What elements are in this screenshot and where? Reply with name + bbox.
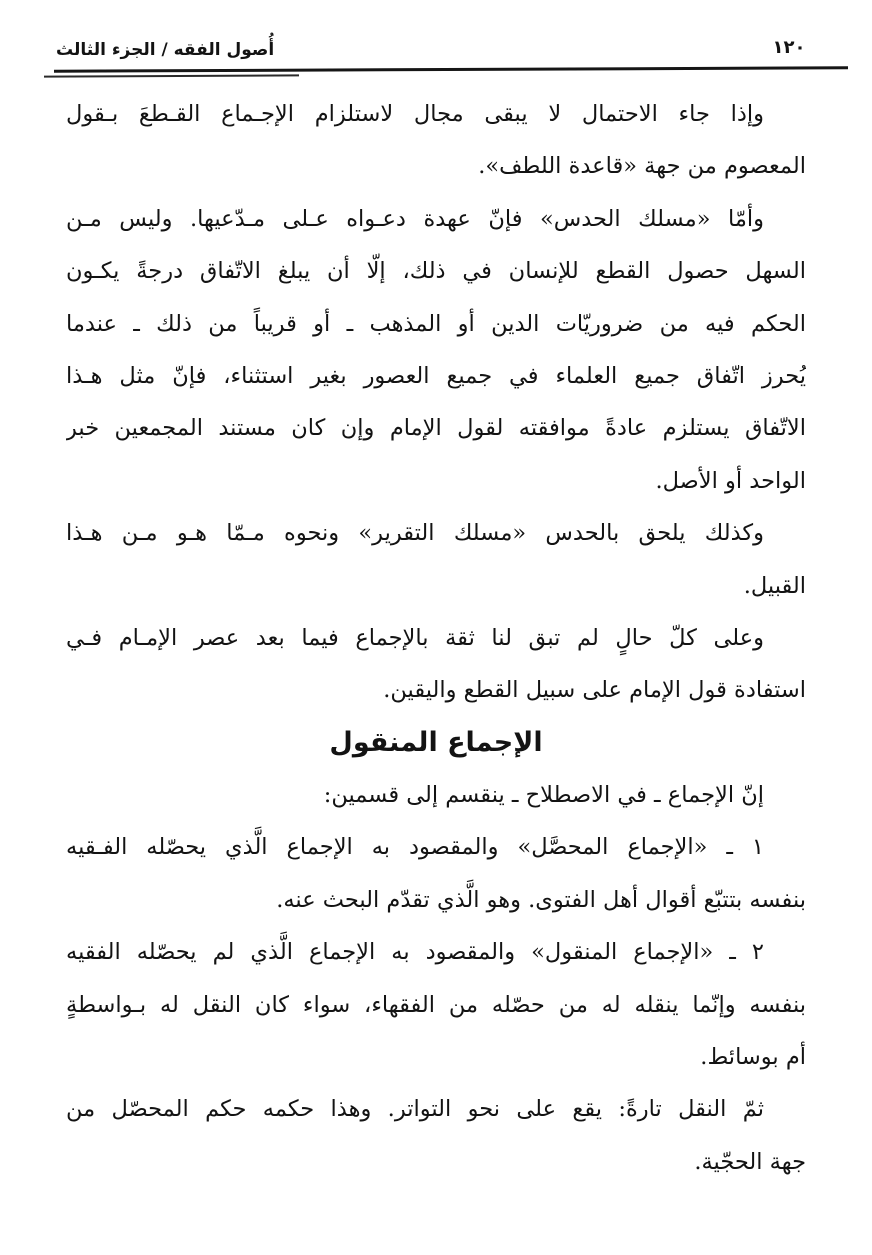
- text-line: السهل حصول القطع للإنسان في ذلك، إلّا أن يبلغ الاتّفاق درجةً يكـون: [66, 258, 806, 285]
- header-book-title: أُصول الفقه / الجزء الثالث: [56, 40, 275, 60]
- text-line: إنّ الإجماع ـ في الاصطلاح ـ ينقسم إلى قسمين:: [323, 782, 764, 809]
- text-line: وإذا جاء الاحتمال لا يبقى مجال لاستلزام الإجـماع القـطعَ بـقول: [66, 101, 764, 127]
- page-body: [66, 88, 806, 1188]
- text-line: بنفسه بتتبّع أقوال أهل الفتوى. وهو الَّذي تقدّم البحث عنه.: [276, 886, 806, 913]
- header-rule-secondary: [44, 74, 299, 77]
- text-line: ٢ ـ «الإجماع المنقول» والمقصود به الإجماع الَّذي لم يحصّله الفقيه: [66, 939, 764, 966]
- text-line: وكذلك يلحق بالحدس «مسلك التقرير» ونحوه مـمّا هـو مـن هـذا: [66, 520, 764, 547]
- text-line: يُحرز اتّفاق جميع العلماء في جميع العصور بغير استثناء، فإنّ مثل هـذا: [66, 362, 806, 389]
- text-line: وأمّا «مسلك الحدس» فإنّ عهدة دعـواه عـلى مـدّعيها. وليس مـن: [66, 205, 764, 232]
- text-line: المعصوم من جهة «قاعدة اللطف».: [478, 153, 806, 180]
- header-page-number: ١٢٠: [772, 37, 806, 58]
- text-line: الاتّفاق يستلزم عادةً موافقته لقول الإمام وإن كان مستند المجمعين خبر: [66, 415, 806, 442]
- text-line: القبيل.: [743, 572, 806, 599]
- text-line: استفادة قول الإمام على سبيل القطع واليقين.: [383, 677, 806, 704]
- text-line: الواحد أو الأصل.: [655, 467, 806, 494]
- text-line: الحكم فيه من ضروريّات الدين أو المذهب ـ أو قريباً من ذلك ـ عندما: [66, 310, 806, 337]
- text-line: ١ ـ «الإجماع المحصَّل» والمقصود به الإجماع الَّذي يحصّله الفـقيه: [66, 834, 764, 861]
- text-line: جهة الحجّية.: [694, 1148, 806, 1175]
- section-heading: الإجماع المنقول: [329, 726, 543, 758]
- text-line: أم بوسائط.: [700, 1044, 806, 1071]
- text-line: بنفسه وإنّما ينقله له من حصّله من الفقهاء، سواء كان النقل له بـواسطةٍ: [66, 991, 806, 1018]
- header-rule: [54, 66, 848, 72]
- text-line: ثمّ النقل تارةً: يقع على نحو التواتر. وهذا حكمه حكم المحصّل من: [66, 1096, 764, 1123]
- text-line: وعلى كلّ حالٍ لم تبق لنا ثقة بالإجماع فيما بعد عصر الإمـام فـي: [66, 624, 764, 651]
